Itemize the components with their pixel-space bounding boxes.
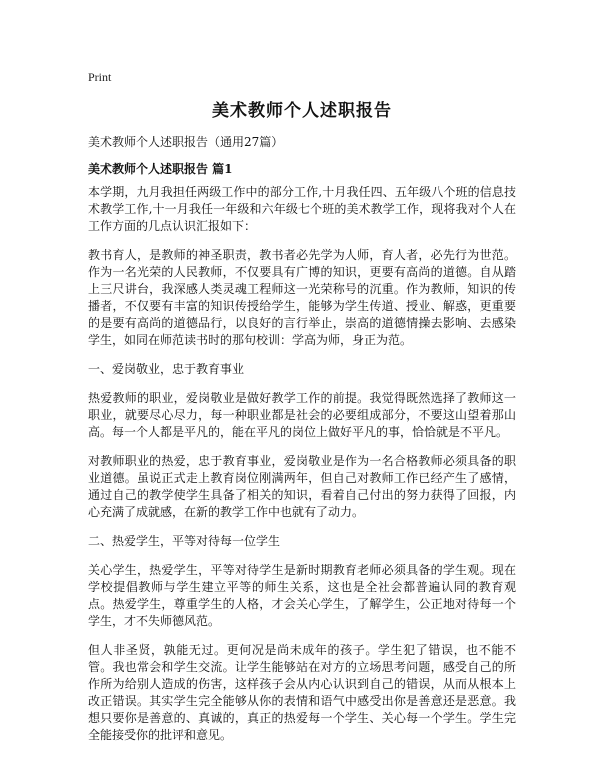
document-body xyxy=(88,184,516,756)
paragraph-love-profession: 热爱教师的职业，爱岗敬业是做好教学工作的前提。我觉得既然选择了教师这一职业，就要尽心尽力，每一种职业都是社会的必要组成部分，不要这山望着那山高。每一个人都是平凡的，能在平凡的岗位上做好平凡的事，恰恰就是不平凡。 xyxy=(88,391,516,439)
subheading-dedication: 一、爱岗敬业，忠于教育事业 xyxy=(88,362,245,376)
subheading-love-students: 二、热爱学生，平等对待每一位学生 xyxy=(88,534,281,548)
document-title: 美术教师个人述职报告 xyxy=(212,101,392,121)
paragraph-teaching-duty: 教书育人，是教师的神圣职责，教书者必先学为人师，育人者，必先行为世范。作为一名光荣的人民教师，不仅要具有广博的知识，更要有高尚的道德。自从踏上三尺讲台，我深感人类灵魂工程师这一光荣称号的沉重。作为教师，知识的传播者，不仅要有丰富的知识传授给学生，能够为学生传道、授业、解惑，更重要的是要有高尚的道德品行，以良好的言行举止，崇高的道德情操去影响、去感染学生，如同在师范读书时的那句校训：学高为师，身正为范。 xyxy=(88,248,516,347)
paragraph-intro: 本学期，九月我担任两级工作中的部分工作,十月我任四、五年级八个班的信息技术教学工作,十一月我任一年级和六年级七个班的美术教学工作，现将我对个人在工作方面的几点认识汇报如下： xyxy=(88,185,516,233)
paragraph-student-mistakes: 但人非圣贤，孰能无过。更何况是尚未成年的孩子。学生犯了错误，也不能不管。我也常会和学生交流。让学生能够站在对方的立场思考问题，感受自己的所作所为给别人造成的伤害，这样孩子会从内心认识到自己的错误，从而从根本上改正错误。其实学生完全能够从你的表情和语气中感受出你是善意还是恶意。我想只要你是善意的、真诚的，真正的热爱每一个学生、关心每一个学生。学生完全能接受你的批评和意见。 xyxy=(88,643,516,742)
paragraph-professional-ethics: 对教师职业的热爱，忠于教育事业，爱岗敬业是作为一名合格教师必须具备的职业道德。虽说正式走上教育岗位刚满两年，但自己对教师工作已经产生了感情，通过自己的教学使学生具备了相关的知识，看着自己付出的努力获得了回报，内心充满了成就感，在新的教学工作中也就有了动力。 xyxy=(88,454,516,519)
document-subtitle: 美术教师个人述职报告（通用27篇） xyxy=(88,135,284,149)
print-link[interactable]: Print xyxy=(88,70,112,84)
paragraph-care-students: 关心学生，热爱学生，平等对待学生是新时期教育老师必须具备的学生观。现在学校提倡教师与学生建立平等的师生关系，这也是全社会都普遍认同的教育观点。热爱学生，尊重学生的人格，才会关心学生，了解学生，公正地对待每一个学生，才不失师德风范。 xyxy=(88,563,516,628)
section-title: 美术教师个人述职报告 篇1 xyxy=(88,162,233,176)
